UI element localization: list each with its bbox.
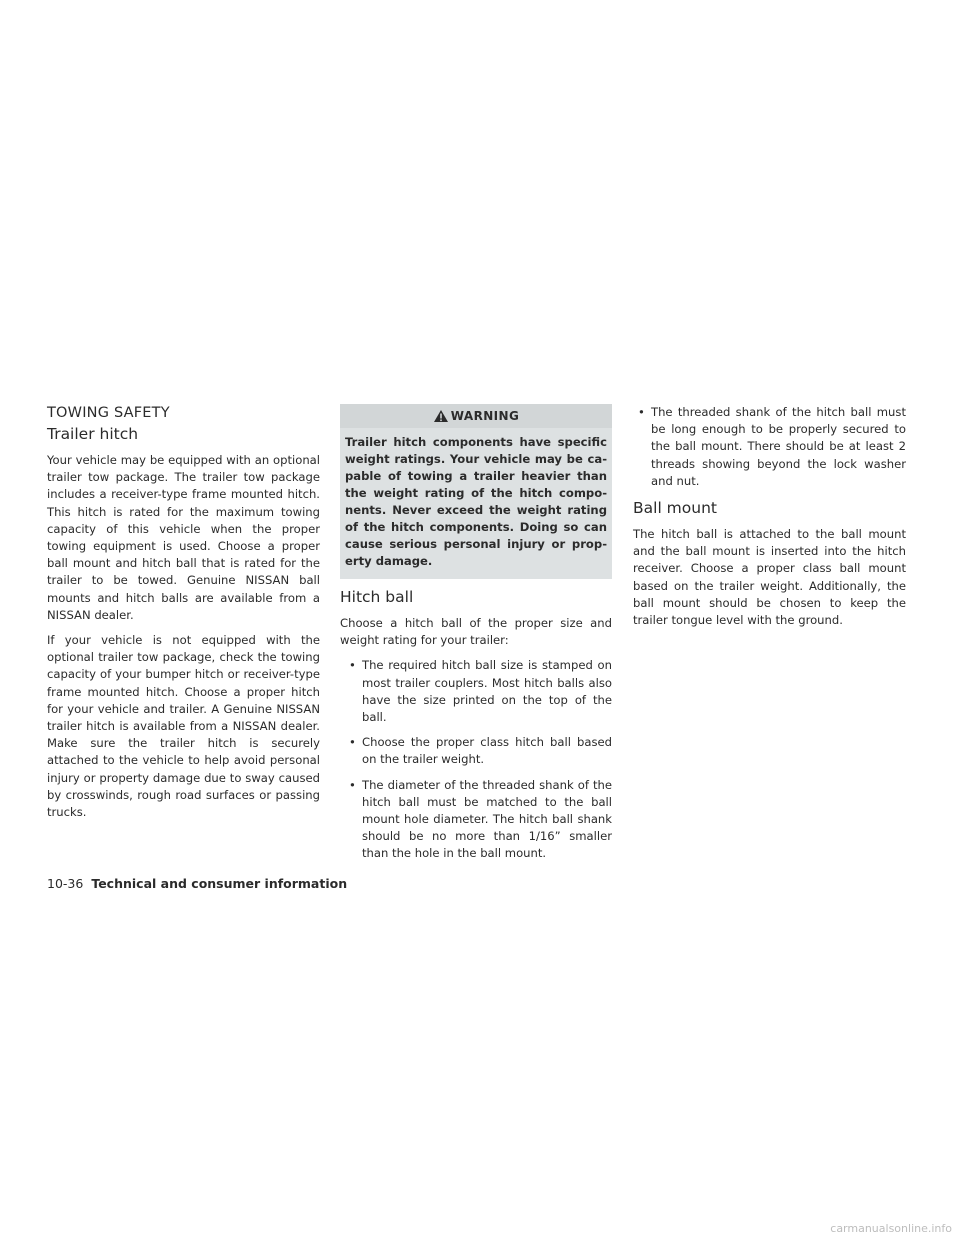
chapter-title: Technical and consumer information [91, 876, 348, 891]
hitch-ball-list [340, 657, 612, 862]
paragraph-2: If your vehicle is not equipped with the optional trailer tow package, check the towing capacity of your bumper hitch or receiver-type frame mounted hitch. Choose a proper hitch for your vehicle and trailer. A Genuine NISSAN trailer hitch is available from a NISSAN dealer. Make sure the trailer hitch is securely attached to the vehicle to help avoid personal injury or property damage due to sway caused by crosswinds, rough road surfaces or passing trucks. [47, 633, 320, 820]
heading-ball-mount: Ball mount [633, 499, 717, 518]
column-middle [340, 404, 612, 871]
column-left [47, 404, 320, 829]
warning-triangle-icon [433, 409, 449, 423]
list-item: • The threaded shank of the hitch ball must be long enough to be properly secured to the ball mount. There should be at least 2 threads showing beyond the lock washer and nut. [638, 405, 906, 488]
warning-label: WARNING [450, 409, 520, 423]
page-number: 10-36 [47, 876, 84, 891]
warning-box [340, 404, 612, 579]
bullet-icon: • [349, 735, 356, 750]
threaded-shank-list [633, 404, 906, 490]
bullet-icon: • [638, 405, 645, 419]
watermark: carmanualsonline.info [830, 1222, 952, 1235]
hitch-ball-intro: Choose a hitch ball of the proper size and weight rating for your trailer: [340, 616, 612, 648]
list-item: • The diameter of the threaded shank of the hitch ball must be matched to the ball mount hole diameter. The hitch ball shank should be no more than 1/16” smaller than the hole in the ball mount. [349, 777, 612, 861]
warning-header [340, 404, 612, 428]
warning-text: Trailer hitch components have specific weight ratings. Your vehicle may be capable of towing a trailer heavier than the weight rating of the hitch components. Never exceed the weight rating of the hitch components. Doing so can cause serious personal injury or property damage. [345, 435, 607, 568]
page-footer [47, 876, 347, 891]
bullet-icon: • [349, 658, 356, 673]
column-right [633, 404, 906, 637]
bullet-icon: • [349, 777, 356, 792]
section-title: TOWING SAFETY [47, 405, 170, 421]
list-item: • Choose the proper class hitch ball based on the trailer weight. [349, 735, 612, 767]
heading-trailer-hitch: Trailer hitch [47, 425, 139, 443]
heading-hitch-ball: Hitch ball [340, 588, 414, 606]
ball-mount-paragraph: The hitch ball is attached to the ball mount and the ball mount is inserted into the hitch receiver. Choose a proper class ball mount based on the trailer weight. Additionally, the ball mount should be chosen to keep the trailer tongue level with the ground. [633, 527, 906, 628]
list-item: • The required hitch ball size is stamped on most trailer couplers. Most hitch balls also have the size printed on the top of the ball. [349, 658, 612, 725]
paragraph-1: Your vehicle may be equipped with an optional trailer tow package. The trailer tow package includes a receiver-type frame mounted hitch. This hitch is rated for the maximum towing capacity of this vehicle when the proper towing equipment is used. Choose a proper ball mount and hitch ball that is rated for the trailer to be towed. Genuine NISSAN ball mounts and hitch balls are available from a NISSAN dealer. [47, 453, 320, 622]
